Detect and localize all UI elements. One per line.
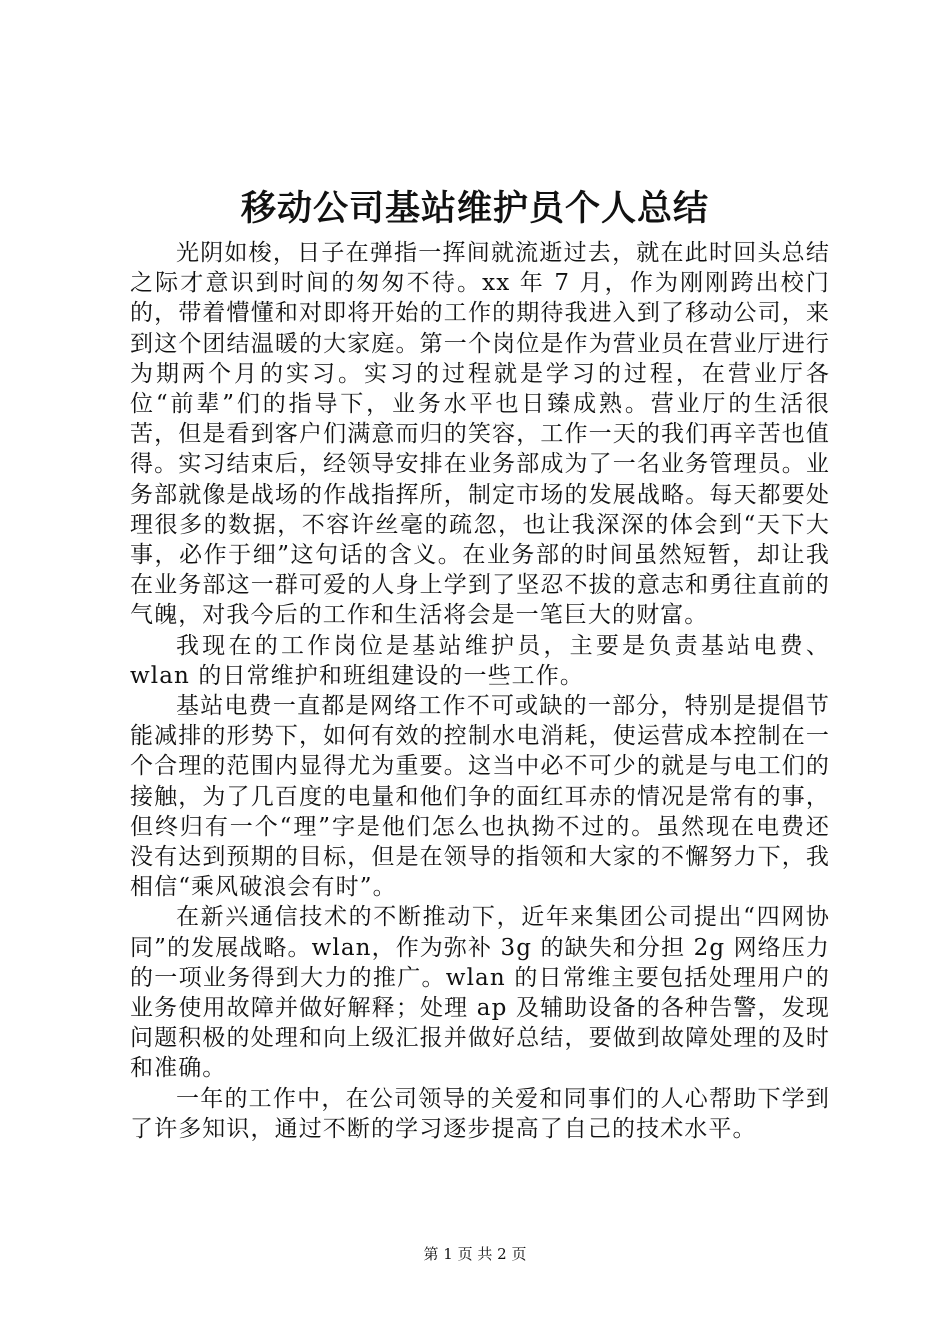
paragraph-4: 在新兴通信技术的不断推动下，近年来集团公司提出“四网协同”的发展战略。wlan，作为弥补 3g 的缺失和分担 2g 网络压力的一项业务得到大力的推广。wlan 的日常维主要包括处理用户的业务使用故障并做好解释；处理 ap 及辅助设备的各种告警，发现问题积极的处理和向上级汇报并做好总结，要做到故障处理的及时和准确。 (130, 904, 830, 1082)
paragraph-2: 我现在的工作岗位是基站维护员，主要是负责基站电费、wlan 的日常维护和班组建设的一些工作。 (130, 632, 830, 689)
paragraph-1: 光阴如梭，日子在弹指一挥间就流逝过去，就在此时回头总结之际才意识到时间的匆匆不待。xx 年 7 月，作为刚刚跨出校门的，带着懵懂和对即将开始的工作的期待我进入到了移动公司，来到这个团结温暖的大家庭。第一个岗位是作为营业员在营业厅进行为期两个月的实习。实习的过程就是学习的过程，在营业厅各位“前辈”们的指导下，业务水平也日臻成熟。营业厅的生活很苦，但是看到客户们满意而归的笑容，工作一天的我们再辛苦也值得。实习结束后，经领导安排在业务部成为了一名业务管理员。业务部就像是战场的作战指挥所，制定市场的发展战略。每天都要处理很多的数据，不容许丝毫的疏忽，也让我深深的体会到“天下大事，必作于细”这句话的含义。在业务部的时间虽然短暂，却让我在业务部这一群可爱的人身上学到了坚忍不拔的意志和勇往直前的气魄，对我今后的工作和生活将会是一笔巨大的财富。 (130, 240, 830, 629)
document-title: 移动公司基站维护员个人总结 (240, 188, 709, 229)
page-number-footer: 第 1 页 共 2 页 (423, 1245, 527, 1263)
paragraph-5: 一年的工作中，在公司领导的关爱和同事们的人心帮助下学到了许多知识，通过不断的学习逐步提高了自己的技术水平。 (130, 1085, 830, 1142)
document-body (130, 238, 830, 1144)
paragraph-3: 基站电费一直都是网络工作不可或缺的一部分，特别是提倡节能减排的形势下，如何有效的控制水电消耗，使运营成本控制在一个合理的范围内显得尤为重要。这当中必不可少的就是与电工们的接触，为了几百度的电量和他们争的面红耳赤的情况是常有的事，但终归有一个“理”字是他们怎么也执拗不过的。虽然现在电费还没有达到预期的目标，但是在领导的指领和大家的不懈努力下，我相信“乘风破浪会有时”。 (130, 693, 830, 901)
